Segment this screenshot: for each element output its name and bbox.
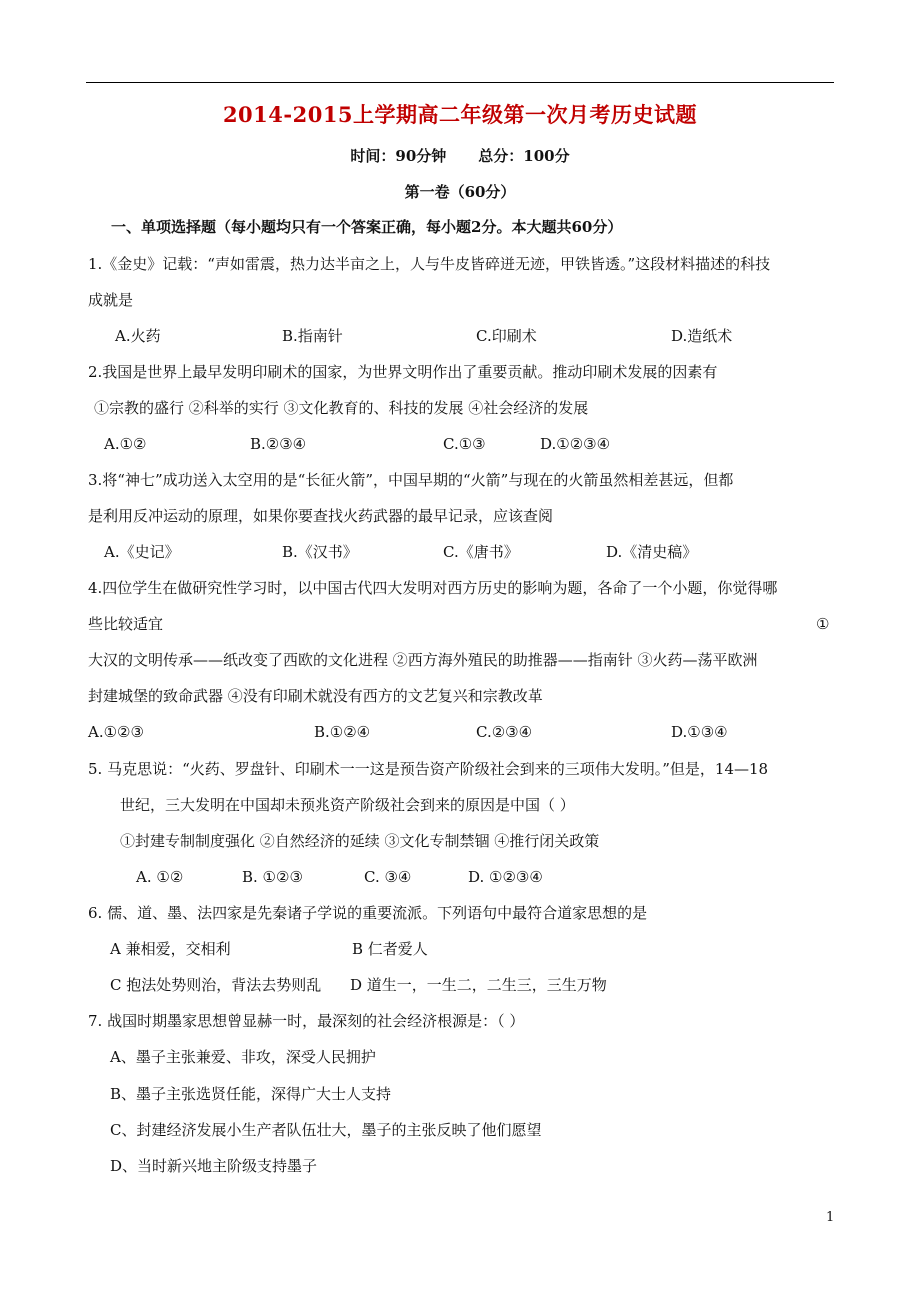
q6-option-a: A 兼相爱，交相利 — [110, 940, 231, 958]
q3-option-b: B.《汉书》 — [282, 543, 358, 561]
q1-option-b: B.指南针 — [282, 327, 343, 345]
exam-title: 2014-2015上学期高二年级第一次月考历史试题 — [222, 102, 698, 127]
header-rule — [86, 82, 834, 83]
q3-option-c: C.《唐书》 — [443, 543, 519, 561]
q2-option-a: A.①② — [104, 435, 147, 453]
q6-option-d: D 道生一，一生二，二生三，三生万物 — [350, 976, 607, 994]
q4-option-a: A.①②③ — [88, 723, 144, 741]
part-heading: 第一卷（60分） — [404, 183, 516, 201]
page-number: 1 — [826, 1210, 835, 1225]
q2-option-d: D.①②③④ — [540, 435, 611, 453]
q4-stem-line4: 封建城堡的致命武器 ④没有印刷术就没有西方的文艺复兴和宗教改革 — [88, 687, 543, 705]
q4-option-d: D.①③④ — [671, 723, 728, 741]
q4-stem-line2: 些比较适宜 — [88, 615, 164, 633]
q1-stem-line1: 1.《金史》记载：“声如雷震，热力达半亩之上，人与牛皮皆碎迸无迹，甲铁皆透。”这段材料描述的科技 — [88, 255, 771, 273]
q1-stem-line2: 成就是 — [88, 291, 134, 309]
q3-stem-line1: 3.将“神七”成功送入太空用的是“长征火箭”，中国早期的“火箭”与现在的火箭虽然相差甚远，但都 — [88, 471, 734, 489]
section-heading: 一、单项选择题（每小题均只有一个答案正确，每小题2分。本大题共60分） — [111, 218, 623, 236]
q7-option-c: C、封建经济发展小生产者队伍壮大，墨子的主张反映了他们愿望 — [110, 1121, 542, 1139]
q3-option-d: D.《清史稿》 — [606, 543, 698, 561]
q4-option-b: B.①②④ — [314, 723, 371, 741]
q4-stem-line1: 4.四位学生在做研究性学习时，以中国古代四大发明对西方历史的影响为题，各命了一个小题，你觉得哪 — [88, 579, 778, 597]
q2-option-c: C.①③ — [443, 435, 486, 453]
q4-option-c: C.②③④ — [476, 723, 533, 741]
q5-items: ①封建专制制度强化 ②自然经济的延续 ③文化专制禁锢 ④推行闭关政策 — [120, 832, 600, 850]
q4-stem-line3: 大汉的文明传承——纸改变了西欧的文化进程 ②西方海外殖民的助推器——指南针 ③火药—荡平欧洲 — [88, 651, 758, 669]
exam-time: 时间：90分钟 — [350, 147, 447, 165]
q1-option-c: C.印刷术 — [476, 327, 537, 345]
q3-stem-line2: 是利用反冲运动的原理，如果你要查找火药武器的最早记录，应该查阅 — [88, 507, 554, 525]
q4-item-marker: ① — [816, 615, 830, 633]
exam-score: 总分：100分 — [478, 147, 570, 165]
q2-stem-line1: 2.我国是世界上最早发明印刷术的国家，为世界文明作出了重要贡献。推动印刷术发展的因素有 — [88, 363, 718, 381]
q7-option-d: D、当时新兴地主阶级支持墨子 — [110, 1157, 318, 1175]
q5-stem-line2: 世纪，三大发明在中国却未预兆资产阶级社会到来的原因是中国（ ） — [120, 796, 575, 814]
q7-option-a: A、墨子主张兼爱、非攻，深受人民拥护 — [110, 1048, 376, 1066]
q5-stem-line1: 5. 马克思说：“火药、罗盘针、印刷术一一这是预告资产阶级社会到来的三项伟大发明。”但是，14—18 — [88, 760, 769, 778]
q2-option-b: B.②③④ — [250, 435, 307, 453]
q5-option-d: D. ①②③④ — [468, 868, 543, 886]
q1-option-d: D.造纸术 — [671, 327, 733, 345]
q5-option-a: A. ①② — [136, 868, 184, 886]
q7-stem-line1: 7. 战国时期墨家思想曾显赫一时，最深刻的社会经济根源是：（ ） — [88, 1012, 525, 1030]
q5-option-c: C. ③④ — [364, 868, 412, 886]
q6-stem-line1: 6. 儒、道、墨、法四家是先秦诸子学说的重要流派。下列语句中最符合道家思想的是 — [88, 904, 648, 922]
q3-option-a: A.《史记》 — [104, 543, 180, 561]
q2-items: ①宗教的盛行 ②科举的实行 ③文化教育的、科技的发展 ④社会经济的发展 — [94, 399, 589, 417]
exam-meta — [0, 145, 920, 166]
q1-option-a: A.火药 — [115, 327, 161, 345]
q7-option-b: B、墨子主张选贤任能，深得广大士人支持 — [110, 1085, 392, 1103]
q6-option-b: B 仁者爱人 — [352, 940, 428, 958]
q5-option-b: B. ①②③ — [242, 868, 303, 886]
q6-option-c: C 抱法处势则治，背法去势则乱 — [110, 976, 322, 994]
